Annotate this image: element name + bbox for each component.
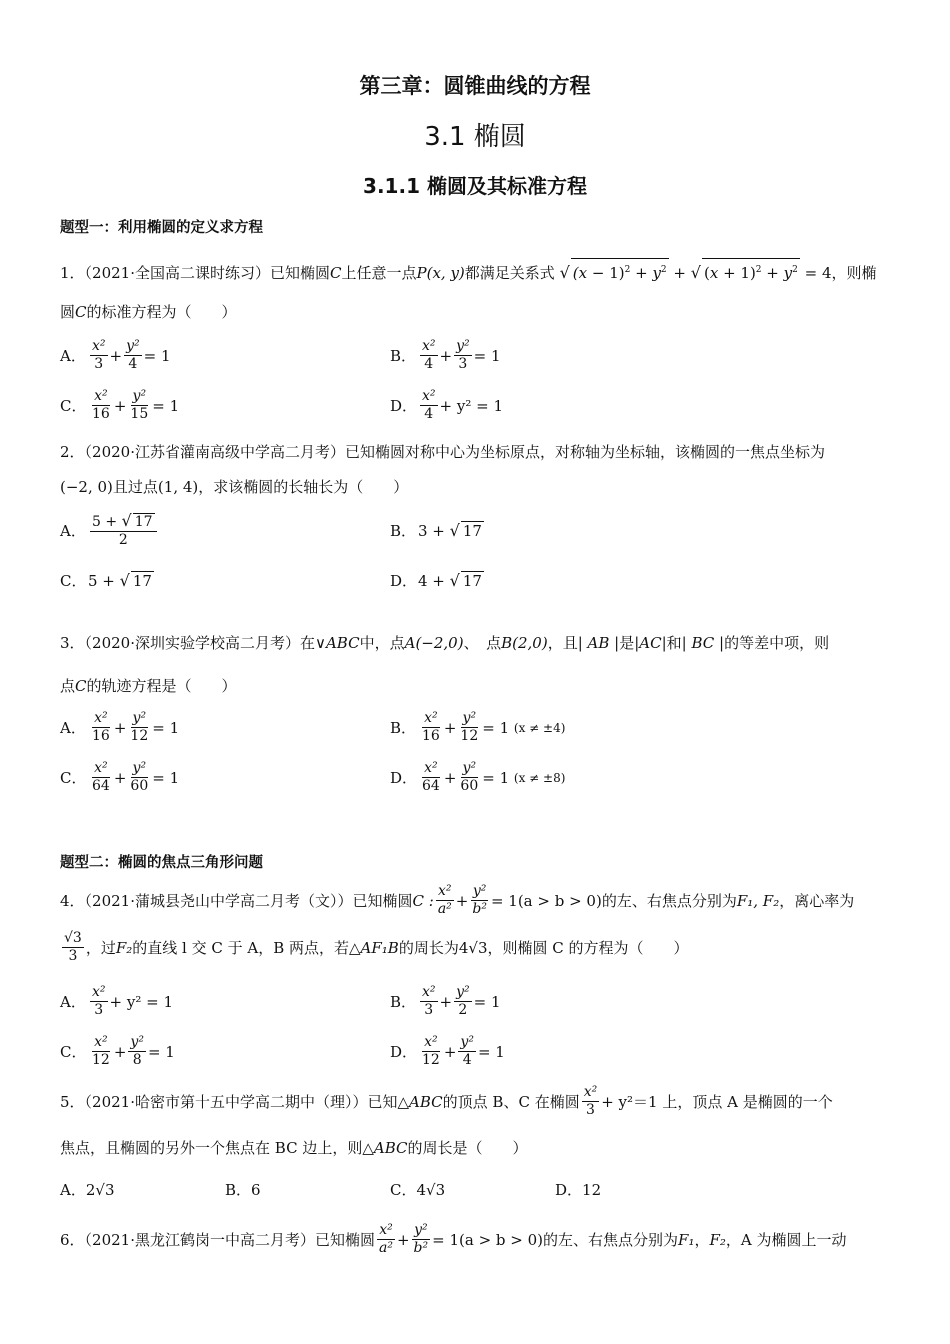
q1-radical-expression: √ $(x - 1)^2 + y^2$ + √ $(x + 1)^2 + y^2 = 4$ (560, 264, 832, 282)
q4-option-a[interactable]: A． x² 3 + y² = 1 (60, 984, 173, 1018)
q1-line2: 圆C的标准方程为（ ） (60, 303, 237, 321)
q2-line1: 2．（2020·江苏省灌南高级中学高二月考）已知椭圆对称中心为坐标原点，对称轴为坐标轴，该椭圆的一焦点坐标为 (60, 443, 825, 461)
q4-option-b[interactable]: B． x² 3 + $\frac{\text{y²}}{2}$ = 1 (390, 984, 501, 1018)
q2-option-b[interactable]: B． 3 + √ 17 (390, 521, 482, 540)
q1-option-d[interactable]: D． x² 4 + y² = 1 (390, 388, 503, 422)
section-title: 3.1 椭圆 (424, 122, 526, 152)
q1-option-c[interactable]: C． x² 16 + $\frac{\text{y²}}{15}$ = 1 (60, 388, 180, 422)
q2-option-d[interactable]: D． 4 + √ 17 (390, 571, 482, 590)
q5-option-c[interactable]: C． 4√3 (390, 1180, 446, 1199)
q2-option-a[interactable]: A． 5 + √ 17 2 (60, 512, 159, 549)
q2-line2: (−2, 0)且过点(1, 4)，求该椭圆的长轴长为（ ） (60, 478, 409, 496)
chapter-title: 第三章：圆锥曲线的方程 (359, 74, 591, 98)
q5-line2: 焦点，且椭圆的另外一个焦点在 BC 边上，则△ABC的周长是（ ） (60, 1139, 528, 1157)
q5-line1: 5．（2021·哈密市第十五中学高二期中（理））已知 △ABC 的顶点 B、C 在椭圆 x² 3 + y²＝1 上，顶点 A 是椭圆的一个 (60, 1084, 833, 1118)
type-heading-2: 题型二：椭圆的焦点三角形问题 (60, 855, 263, 871)
q3-option-a[interactable]: A． x² 16 + $\frac{\text{y²}}{12}$ = 1 (60, 710, 180, 744)
q4-line1: 4．（2021·蒲城县尧山中学高二月考（文））已知椭圆 C : x² a² + $\frac{\text{y²}}{\text{b²}}$ = 1(a > b > 0) 的左、右焦点分别为 F₁, F₂ ，离心率为 (60, 883, 855, 917)
q1-option-b[interactable]: B． x² 4 + $\frac{\text{y²}}{3}$ = 1 (390, 338, 501, 372)
q2-option-c[interactable]: C． 5 + √ 17 (60, 571, 152, 590)
q4-option-c[interactable]: C． x² 12 + $\frac{\text{y²}}{8}$ = 1 (60, 1034, 175, 1068)
q3-line2: 点C的轨迹方程是（ ） (60, 677, 237, 695)
q5-option-d[interactable]: D． 12 (555, 1180, 602, 1199)
q5-option-a[interactable]: A． 2√3 (60, 1180, 115, 1199)
q6-line1: 6．（2021·黑龙江鹤岗一中高二月考）已知椭圆 x² a² + $\frac{\text{y²}}{\text{b²}}$ = 1(a > b > 0) 的左、右焦点分别为 F₁ ， F₂ ，A 为椭圆上一动 (60, 1222, 847, 1256)
q4-line2: √3 3 ，过 F₂ 的直线 l 交 C 于 A，B 两点，若 △AF₁B 的周长为 4√3 ，则椭圆 C 的方程为（ ） (64, 930, 689, 964)
q5-option-b[interactable]: B． 6 (225, 1180, 261, 1199)
q3-line1: 3．（2020·深圳实验学校高二月考）在∨ABC中，点A(−2,0)、 点B(2,0)，且| AB |是|AC|和| BC |的等差中项，则 (60, 634, 830, 652)
q1-option-a[interactable]: A． x² 3 + $\frac{\text{y²}}{4}$ = 1 (60, 338, 171, 372)
type-heading-1: 题型一：利用椭圆的定义求方程 (60, 220, 263, 236)
q3-option-d[interactable]: D． x² 64 + $\frac{\text{y²}}{60}$ = 1 (x ≠ ±8) (390, 760, 566, 794)
q3-option-b[interactable]: B． x² 16 + $\frac{\text{y²}}{12}$ = 1 (x ≠ ±4) (390, 710, 566, 744)
q1-line1: 1．（2021·全国高二课时练习）已知椭圆C上任意一点P(x, y)都满足关系式 √ $(x - 1)^2 + y^2$ + √ $(x + 1)^2 + y^2 = 4$，则椭 (60, 258, 877, 284)
subsection-title: 3.1.1 椭圆及其标准方程 (363, 174, 587, 198)
q3-option-c[interactable]: C． x² 64 + $\frac{\text{y²}}{60}$ = 1 (60, 760, 180, 794)
q4-option-d[interactable]: D． x² 12 + $\frac{\text{y²}}{4}$ = 1 (390, 1034, 505, 1068)
